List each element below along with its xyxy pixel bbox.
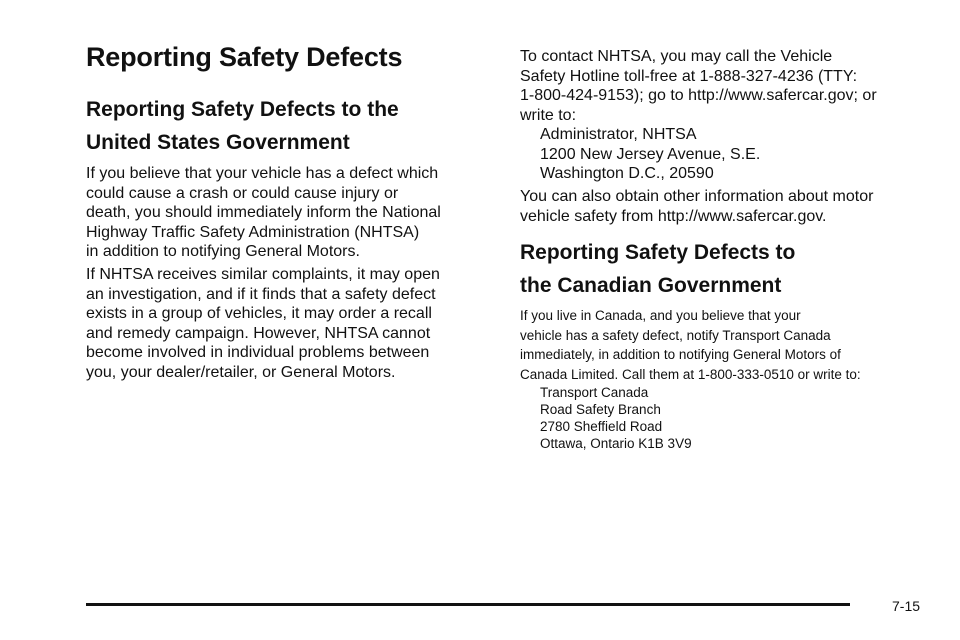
text-line: vehicle safety from http://www.safercar.gov. (520, 207, 827, 225)
us-heading-line: Reporting Safety Defects to the (86, 98, 399, 121)
us-heading-line: United States Government (86, 131, 350, 154)
text-line: To contact NHTSA, you may call the Vehicle (520, 48, 833, 65)
text-line: Safety Hotline toll-free at 1-888-327-4236 (TTY: (520, 67, 858, 85)
text-line: exists in a group of vehicles, it may order a recall (86, 305, 432, 322)
us-section-heading (86, 95, 399, 158)
more-info-paragraph (520, 187, 873, 226)
text-line: in addition to notifying General Motors. (86, 243, 360, 260)
footer-rule (86, 603, 850, 606)
text-line: If you believe that your vehicle has a defect which (86, 165, 439, 182)
address-line: Washington D.C., 20590 (540, 165, 714, 182)
us-defect-paragraph (86, 164, 441, 262)
text-line: If NHTSA receives similar complaints, it may open (86, 266, 440, 283)
text-line: and remedy campaign. However, NHTSA cannot (86, 324, 431, 342)
text-line: vehicle has a safety defect, notify Transport Canada (520, 327, 831, 343)
canada-paragraph (520, 306, 861, 384)
nhtsa-investigation-paragraph (86, 265, 440, 382)
text-line: immediately, in addition to notifying General Motors of (520, 347, 841, 362)
text-line: If you live in Canada, and you believe that your (520, 308, 801, 323)
address-line: Transport Canada (540, 385, 649, 400)
address-line: 1200 New Jersey Avenue, S.E. (540, 145, 761, 163)
text-line: You can also obtain other information about motor (520, 188, 874, 205)
text-line: become involved in individual problems between (86, 344, 430, 361)
text-line: Canada Limited. Call them at 1-800-333-0510 or write to: (520, 366, 861, 382)
text-line: Highway Traffic Safety Administration (NHTSA) (86, 223, 420, 241)
page-number: 7-15 (892, 598, 921, 614)
address-line: Administrator, NHTSA (540, 126, 697, 143)
page-title: Reporting Safety Defects (86, 42, 403, 72)
transport-canada-address (520, 384, 692, 452)
address-line: 2780 Sheffield Road (540, 419, 663, 434)
canada-section-heading (520, 238, 795, 301)
text-line: 1-800-424-9153); go to http://www.safercar.gov; or (520, 87, 877, 104)
text-line: death, you should immediately inform the National (86, 204, 441, 221)
address-line: Ottawa, Ontario K1B 3V9 (540, 436, 692, 451)
text-line: an investigation, and if it finds that a safety defect (86, 285, 436, 303)
nhtsa-address (520, 125, 760, 184)
nhtsa-contact-paragraph (520, 47, 877, 125)
text-line: you, your dealer/retailer, or General Motors. (86, 363, 396, 381)
canada-heading-line: Reporting Safety Defects to (520, 241, 796, 264)
text-line: could cause a crash or could cause injury or (86, 184, 399, 202)
address-line: Road Safety Branch (540, 402, 661, 417)
text-line: write to: (520, 106, 577, 124)
canada-heading-line: the Canadian Government (520, 274, 782, 297)
